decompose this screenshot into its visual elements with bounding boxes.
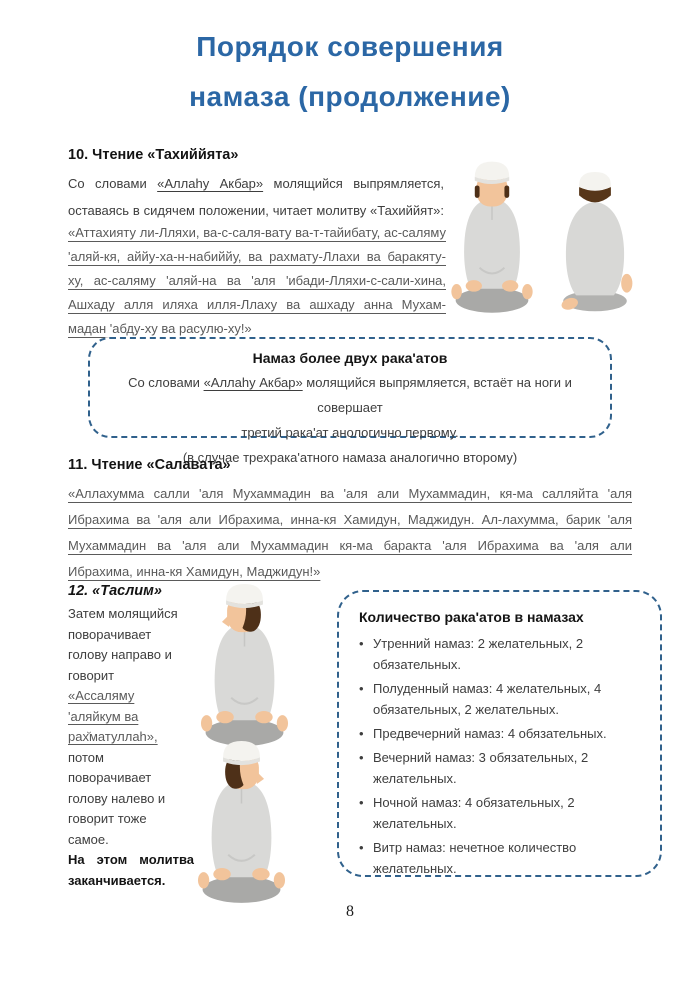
taslim-paragraph bbox=[68, 604, 194, 891]
note-box-line: (в случае трехрака'атного намаза аналогично второму) bbox=[182, 450, 518, 465]
sitting-praying-man-front-illustration bbox=[448, 157, 536, 323]
column-line: голову направо и bbox=[68, 647, 172, 662]
prayer-line: Мухаммадин ва 'аля али Мухаммадин кя-ма баракта 'аля Ибрахима ва 'аля али bbox=[68, 538, 632, 553]
column-line: поворачивает bbox=[68, 626, 152, 642]
prayer-line: мадан 'абду-ху ва расулю-ху!» bbox=[68, 321, 252, 336]
paragraph-text: Со словами bbox=[68, 176, 158, 191]
salam-phrase-line: «Ассаляму bbox=[68, 688, 135, 703]
list-item bbox=[359, 678, 636, 720]
takbir-phrase: «Аллаhу Акбар» bbox=[157, 176, 264, 191]
paragraph-text: молящийся выпрямляется, bbox=[263, 176, 444, 191]
note-box-title: Намаз более двух рака'атов bbox=[252, 350, 448, 366]
column-line: потом bbox=[68, 749, 104, 765]
salawat-prayer-text bbox=[68, 481, 632, 585]
bullet-marker: • bbox=[359, 750, 364, 765]
section-11-heading: 11. Чтение «Салавата» bbox=[68, 457, 231, 473]
prayer-line: «Аллахумма салли 'аля Мухаммадин ва 'аля али Мухаммадин, кя-ма салляйта 'аля bbox=[68, 486, 632, 501]
column-line: самое. bbox=[68, 831, 109, 847]
column-line: говорит тоже bbox=[68, 811, 147, 826]
salam-phrase-line: рах̆матуллаh», bbox=[68, 729, 158, 744]
rakat-counts-box bbox=[337, 590, 662, 877]
paragraph-line bbox=[68, 170, 444, 197]
list-item-text: Предвечерний намаз: 4 обязательных. bbox=[373, 726, 607, 741]
column-line: голову налево и bbox=[68, 790, 166, 806]
note-text: молящийся выпрямляется, встаёт на ноги и совершает bbox=[302, 375, 572, 415]
note-text: Со словами bbox=[128, 375, 204, 390]
salam-phrase-line: 'аляйкум ва bbox=[68, 708, 139, 724]
tahiyyat-prayer-text bbox=[68, 221, 446, 341]
section-10-heading: 10. Чтение «Тахиййята» bbox=[68, 147, 239, 163]
list-item bbox=[359, 792, 636, 834]
prayer-line: Ашхаду алля иляха илля-Ллаху ва ашхаду анна Мухам- bbox=[68, 297, 446, 312]
prayer-line: «Аттахияту ли-Лляхи, ва-с-саля-вату ва-т-тайибату, ас-саляму bbox=[68, 225, 446, 240]
bullet-marker: • bbox=[359, 636, 364, 651]
bullet-marker: • bbox=[359, 726, 364, 741]
sitting-praying-man-back-illustration bbox=[552, 167, 638, 321]
list-item-text: Утренний намаз: 2 желательных, 2 обязательных. bbox=[373, 636, 584, 672]
list-item bbox=[359, 837, 636, 879]
column-line: поворачивает bbox=[68, 770, 152, 785]
section-12-heading: 12. «Таслим» bbox=[68, 583, 162, 599]
extra-rakat-note-box bbox=[88, 337, 612, 465]
sitting-praying-man-head-turned-illustration bbox=[194, 740, 289, 910]
list-item-text: Полуденный намаз: 4 желательных, 4 обязательных, 2 желательных. bbox=[373, 681, 602, 717]
paragraph-line: оставаясь в сидячем положении, читает молитву «Тахиййят»: bbox=[68, 203, 444, 218]
page-title bbox=[0, 22, 700, 122]
list-item bbox=[359, 633, 636, 675]
list-item bbox=[359, 747, 636, 789]
page-number: 8 bbox=[346, 903, 354, 920]
list-item bbox=[359, 723, 636, 744]
takbir-phrase: «Аллаhу Акбар» bbox=[203, 375, 303, 390]
list-item-text: Витр намаз: нечетное количество желательных. bbox=[373, 840, 577, 876]
prayer-line: 'аляй-кя, аййу-ха-н-набиййу, ва рахмату-Ллахи ва баракяту- bbox=[68, 249, 446, 264]
tahiyyat-sitting-illustration bbox=[448, 157, 638, 323]
column-line: говорит bbox=[68, 667, 115, 683]
list-item-text: Ночной намаз: 4 обязательных, 2 желательных. bbox=[373, 795, 575, 831]
bullet-marker: • bbox=[359, 840, 364, 855]
prayer-line: Ибрахима ва 'аля али Ибрахима, инна-кя Хамидун, Маджидун. Ал-лахумма, барик 'аля bbox=[68, 512, 632, 527]
page-title-line-1: Порядок совершения bbox=[196, 31, 504, 62]
taslim-head-left-illustration bbox=[194, 740, 289, 915]
prayer-line: ху, ас-саляму 'аляй-на ва 'аля 'ибади-Лляхи-с-сали-хина, bbox=[68, 273, 446, 288]
column-line: Затем молящийся bbox=[68, 606, 178, 621]
bullet-marker: • bbox=[359, 681, 364, 696]
note-box-line: третий рака'ат анологично первому. bbox=[241, 425, 459, 440]
section-10-paragraph bbox=[68, 170, 444, 224]
page-title-line-2: намаза (продолжение) bbox=[189, 81, 511, 112]
note-box-line bbox=[100, 370, 600, 420]
conclusion-line: На этом молитва bbox=[68, 852, 194, 867]
taslim-head-right-illustration bbox=[197, 583, 292, 758]
bullet-marker: • bbox=[359, 795, 364, 810]
rakat-box-title: Количество рака'атов в намазах bbox=[359, 609, 584, 625]
list-item-text: Вечерний намаз: 3 обязательных, 2 желательных. bbox=[373, 750, 589, 786]
sitting-praying-man-head-turned-illustration bbox=[197, 583, 292, 753]
conclusion-line: заканчивается. bbox=[68, 872, 166, 888]
prayer-line: Ибрахима, инна-кя Хамидун, Маджидун!» bbox=[68, 564, 321, 579]
